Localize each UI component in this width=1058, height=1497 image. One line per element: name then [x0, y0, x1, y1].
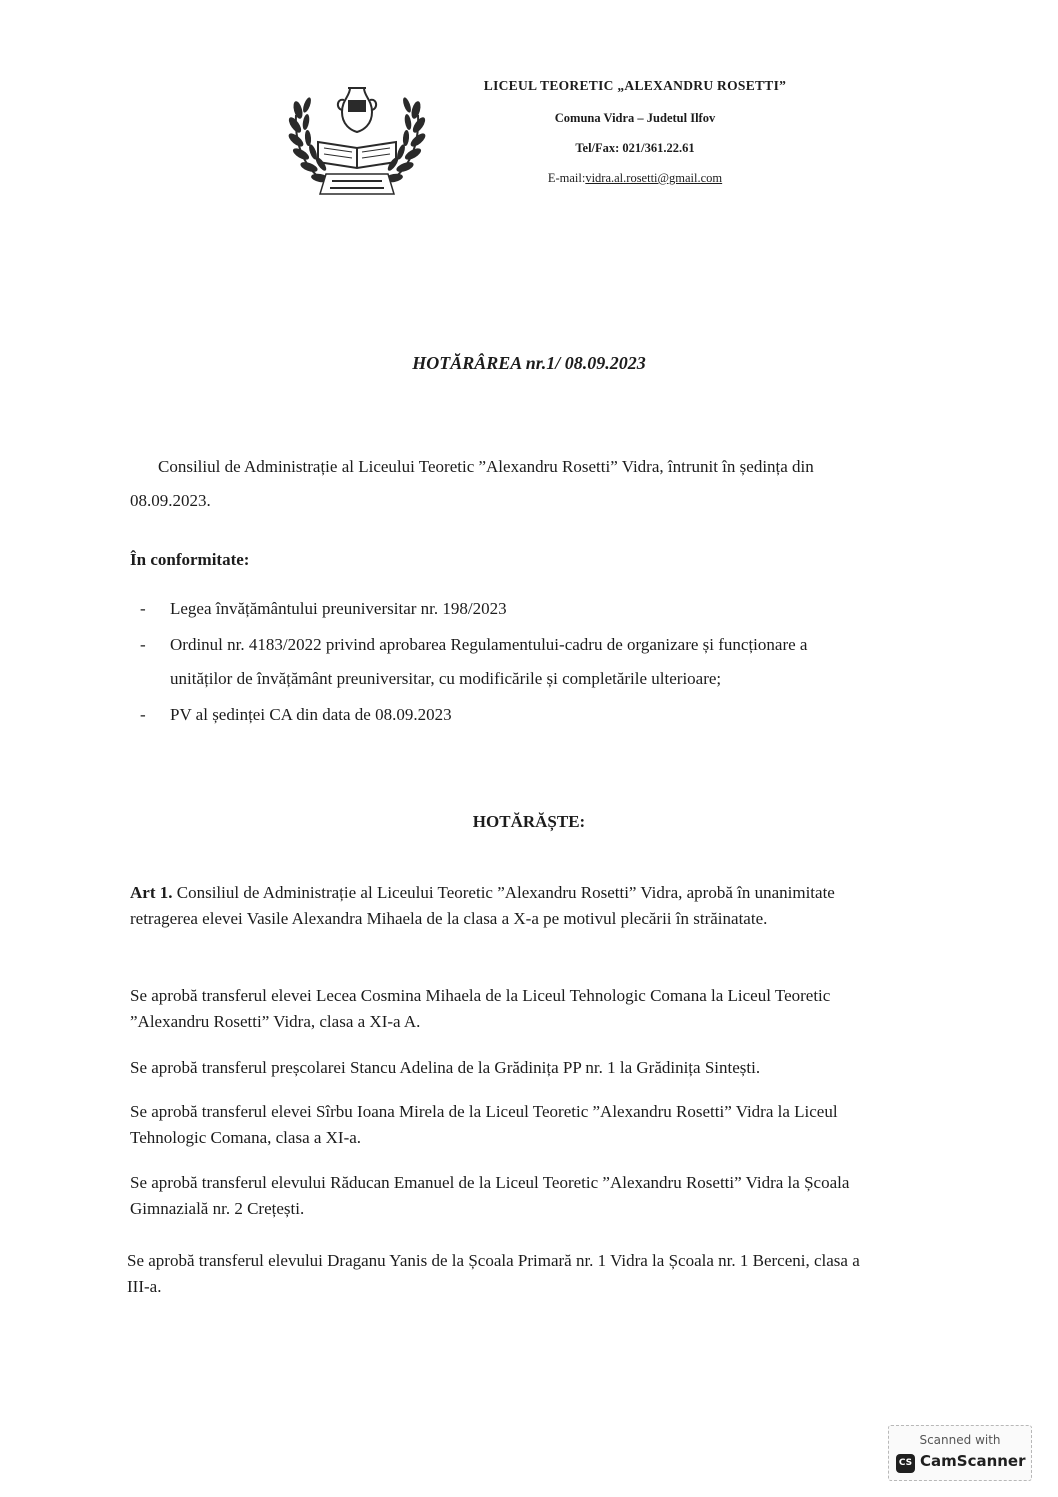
paragraph-transfer-6: Se aprobă transferul elevului Draganu Yanis de la Școala Primară nr. 1 Vidra la Școala nr. 1 Berceni, clasa a III-a.: [127, 1251, 860, 1296]
decision-title: HOTĂRÂREA nr.1/ 08.09.2023: [412, 353, 646, 373]
camscanner-icon: CS: [896, 1454, 915, 1473]
paragraph-transfer-4: Se aprobă transferul elevei Sîrbu Ioana Mirela de la Liceul Teoretic ”Alexandru Rosetti” Vidra la Liceul Tehnologic Comana, clasa a XI-a.: [130, 1102, 838, 1147]
conformity-title: În conformitate:: [130, 550, 250, 569]
list-dash: -: [140, 599, 146, 618]
email-prefix: E-mail:: [547, 171, 586, 185]
scanned-with-label: Scanned with: [919, 1433, 1001, 1447]
school-location: Comuna Vidra – Judetul Ilfov: [554, 111, 716, 125]
list-item: - Ordinul nr. 4183/2022 privind aprobarea Regulamentului-cadru de organizare și funcționare a unităților de învățământ preuniversitar, cu modificările și completările ulterioare;: [130, 628, 870, 696]
article-1: [130, 880, 870, 932]
school-info-header: [470, 78, 800, 186]
school-email-line: [470, 170, 800, 186]
paragraph-transfer-3: Se aprobă transferul preșcolarei Stancu Adelina de la Grădinița PP nr. 1 la Grădinița Sintești.: [130, 1058, 761, 1077]
camscanner-brand: CamScanner: [920, 1452, 1026, 1470]
list-item: - PV al ședinței CA din data de 08.09.2023: [130, 698, 870, 732]
list-dash: -: [140, 635, 146, 654]
paragraph-transfer-5: Se aprobă transferul elevului Răducan Emanuel de la Liceul Teoretic ”Alexandru Rosetti” Vidra la Școala Gimnazială nr. 2 Crețești.: [130, 1173, 850, 1218]
paragraph-transfer-2: Se aprobă transferul elevei Lecea Cosmina Mihaela de la Liceul Tehnologic Comana la Liceul Teoretic ”Alexandru Rosetti” Vidra, clasa a XI-a A.: [130, 986, 831, 1031]
camscanner-badge: [888, 1425, 1032, 1481]
school-phone: Tel/Fax: 021/361.22.61: [575, 141, 695, 155]
school-email: vidra.al.rosetti@gmail.com: [585, 171, 723, 185]
school-crest-logo: [282, 70, 432, 210]
list-item: - Legea învățământului preuniversitar nr. 198/2023: [130, 592, 870, 626]
conformity-list: [130, 592, 870, 734]
list-dash: -: [140, 705, 146, 724]
decides-title: HOTĂRĂȘTE:: [472, 812, 586, 831]
article-1-text: Consiliul de Administrație al Liceului Teoretic ”Alexandru Rosetti” Vidra, aprobă în unanimitate retragerea elevei Vasile Alexandra Mihaela de la clasa a X-a pe motivul plecării în străinatate.: [130, 883, 835, 928]
intro-paragraph: Consiliul de Administrație al Liceului Teoretic ”Alexandru Rosetti” Vidra, întrunit în ședința din 08.09.2023.: [130, 457, 814, 510]
article-1-label: Art 1.: [130, 883, 173, 902]
school-name: LICEUL TEORETIC „ALEXANDRU ROSETTI”: [483, 78, 787, 93]
